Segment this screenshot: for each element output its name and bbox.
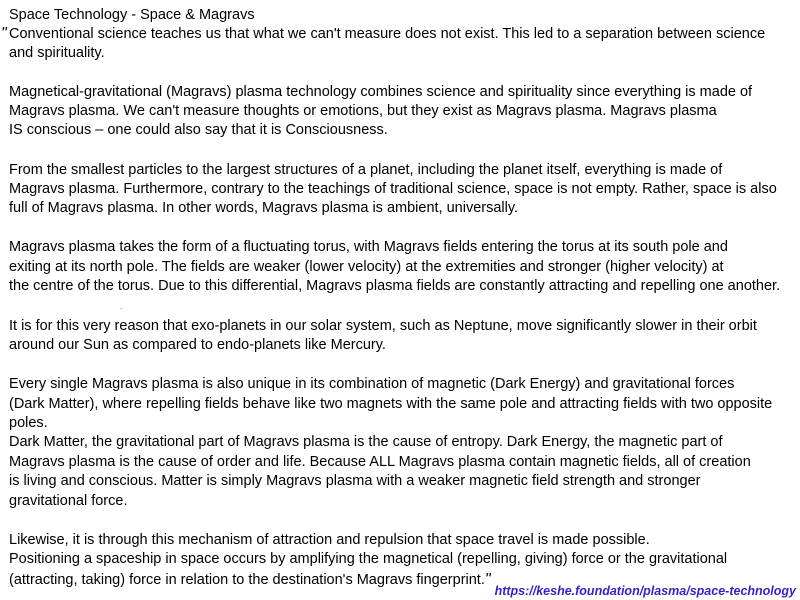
page-title: Space Technology - Space & Magravs — [9, 7, 255, 23]
text-line: Magravs plasma. Furthermore, contrary to the teachings of traditional science, space is not empty. Rather, space is also — [9, 181, 777, 197]
text-line: full of Magravs plasma. In other words, Magravs plasma is ambient, universally. — [9, 200, 519, 216]
text-line: (Dark Matter), where repelling fields behave like two magnets with the same pole and attracting fields with two opposite — [9, 396, 773, 412]
text-line: Magravs plasma is the cause of order and life. Because ALL Magravs plasma contain magnetic fields, all of creation — [9, 454, 751, 470]
text-line: It is for this very reason that exo-planets in our solar system, such as Neptune, move significantly slower in their orbit — [9, 318, 757, 334]
text-line: Magravs plasma takes the form of a fluctuating torus, with Magravs fields entering the torus at its south pole and — [9, 239, 728, 255]
text-line: Conventional science teaches us that what we can't measure does not exist. This led to a separation between science — [9, 26, 766, 42]
stray-dot: . — [120, 302, 123, 311]
text-line: is living and conscious. Matter is simply Magravs plasma with a weaker magnetic field strength and stronger — [9, 473, 701, 489]
text-line: and spirituality. — [9, 45, 105, 61]
text-line: Every single Magravs plasma is also unique in its combination of magnetic (Dark Energy) and gravitational forces — [9, 376, 735, 392]
opening-quote-mark: " — [1, 25, 7, 42]
text-line-last — [9, 570, 491, 590]
text-line: exiting at its north pole. The fields are weaker (lower velocity) at the extremities and stronger (higher velocity) at — [9, 259, 724, 275]
text-line: the centre of the torus. Due to this differential, Magravs plasma fields are constantly attracting and repelling one another. — [9, 278, 781, 294]
text-line-content: (attracting, taking) force in relation to the destination's Magravs fingerprint. — [9, 572, 485, 588]
closing-quote-mark: " — [484, 571, 491, 588]
text-line: Magravs plasma. We can't measure thoughts or emotions, but they exist as Magravs plasma. Magravs plasma — [9, 103, 717, 119]
text-line: Likewise, it is through this mechanism of attraction and repulsion that space travel is made possible. — [9, 532, 650, 548]
text-line: Dark Matter, the gravitational part of Magravs plasma is the cause of entropy. Dark Energy, the magnetic part of — [9, 434, 723, 450]
text-line: gravitational force. — [9, 493, 128, 509]
text-line: Magnetical-gravitational (Magravs) plasma technology combines science and spirituality since everything is made of — [9, 84, 753, 100]
text-line: around our Sun as compared to endo-planets like Mercury. — [9, 337, 386, 353]
text-line: IS conscious – one could also say that it is Consciousness. — [9, 122, 388, 138]
text-line: Positioning a spaceship in space occurs by amplifying the magnetical (repelling, giving) force or the gravitational — [9, 551, 728, 567]
text-line: From the smallest particles to the largest structures of a planet, including the planet itself, everything is made of — [9, 162, 723, 178]
text-line: poles. — [9, 415, 48, 431]
source-link[interactable]: https://keshe.foundation/plasma/space-technology — [494, 584, 796, 598]
